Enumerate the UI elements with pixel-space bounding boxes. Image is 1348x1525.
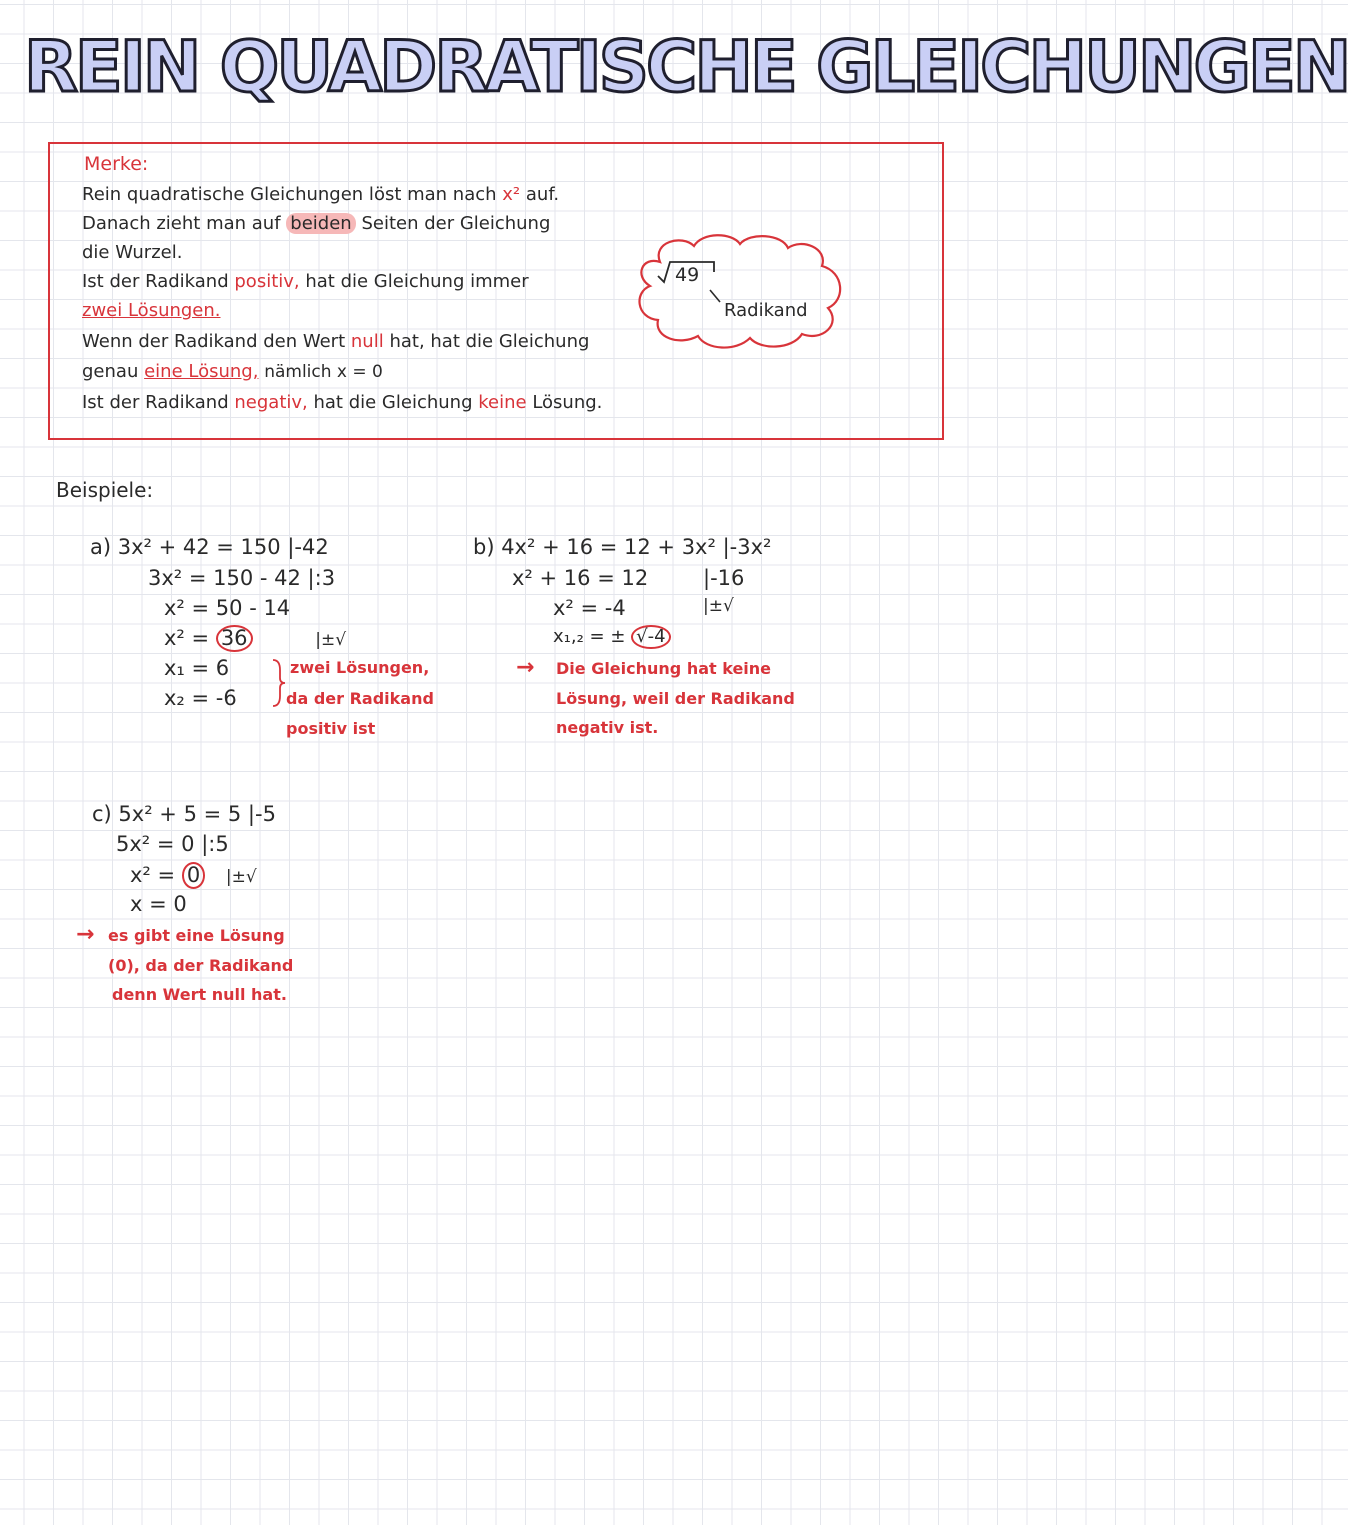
example-a-line-2: 3x² = 150 - 42 |:3	[148, 566, 336, 590]
example-a-note-2: da der Radikand	[286, 689, 434, 708]
example-a-line-6: x₂ = -6	[164, 686, 237, 710]
merke-line-5: zwei Lösungen.	[82, 300, 221, 321]
cloud-outline	[640, 235, 841, 347]
example-a-line-3: x² = 50 - 14	[164, 596, 291, 620]
example-c-line-3-op: |±√	[225, 867, 257, 887]
merke-line-6	[82, 331, 589, 352]
example-b-arrow: →	[516, 655, 535, 680]
example-b-line-2-op: |-16	[703, 566, 745, 590]
example-b-line-2: x² + 16 = 12	[512, 566, 649, 590]
merke-line-1-a: Rein quadratische Gleichungen löst man nach	[82, 184, 497, 205]
merke-line-2-highlight: beiden	[286, 213, 355, 234]
example-c-line-3-lhs: x² =	[130, 863, 176, 887]
merke-line-3: die Wurzel.	[82, 242, 183, 263]
merke-line-7-b: nämlich x = 0	[264, 362, 383, 382]
example-b-line-1: b) 4x² + 16 = 12 + 3x² |-3x²	[473, 535, 772, 559]
merke-line-8-red-1: negativ,	[234, 392, 308, 413]
example-c-line-2: 5x² = 0 |:5	[116, 832, 229, 856]
example-b-radicand-circled: √-4	[631, 625, 670, 649]
example-c-line-3	[130, 862, 257, 889]
example-a-line-4	[164, 625, 346, 652]
merke-line-4	[82, 271, 529, 292]
merke-line-8-red-2: keine	[478, 392, 527, 413]
example-c-note-3: denn Wert null hat.	[112, 985, 287, 1004]
merke-line-6-b: hat, hat die Gleichung	[389, 331, 590, 352]
merke-line-8-b: hat die Gleichung	[313, 392, 473, 413]
example-b-note-3: negativ ist.	[556, 718, 659, 737]
radicand-pointer	[710, 290, 720, 302]
example-b-note-2: Lösung, weil der Radikand	[556, 689, 795, 708]
example-a-line-4-lhs: x² =	[164, 626, 210, 650]
example-c-arrow: →	[76, 922, 95, 947]
merke-line-8-c: Lösung.	[532, 392, 603, 413]
example-b-line-3-op: |±√	[703, 596, 734, 616]
example-b-line-4-lhs: x₁,₂ = ±	[553, 626, 626, 647]
example-b-note-1: Die Gleichung hat keine	[556, 659, 772, 678]
example-a-note-1: zwei Lösungen,	[290, 658, 430, 677]
example-c-radicand-circled: 0	[182, 862, 205, 889]
merke-line-6-red: null	[350, 331, 384, 352]
example-c-note-2: (0), da der Radikand	[108, 956, 294, 975]
example-c-note-1: es gibt eine Lösung	[108, 926, 285, 945]
merke-line-2-a: Danach zieht man auf	[82, 213, 281, 234]
example-a-line-1: a) 3x² + 42 = 150 |-42	[90, 535, 329, 559]
merke-line-8	[82, 392, 602, 413]
merke-line-4-b: hat die Gleichung immer	[305, 271, 529, 292]
example-a-brace	[270, 658, 286, 708]
merke-line-4-a: Ist der Radikand	[82, 271, 229, 292]
merke-line-7-a: genau	[82, 361, 139, 382]
merke-line-4-red: positiv,	[234, 271, 300, 292]
example-a-line-4-op: |±√	[315, 630, 347, 650]
cloud-sqrt-value: 49	[675, 264, 700, 286]
example-c-line-4: x = 0	[130, 892, 187, 916]
example-a-radicand-circled: 36	[216, 625, 253, 652]
example-b-line-4	[553, 625, 671, 649]
merke-line-7	[82, 361, 383, 382]
merke-line-1-x: x²	[502, 184, 521, 205]
merke-line-2	[82, 213, 550, 234]
merke-heading: Merke:	[84, 153, 149, 175]
merke-line-7-red: eine Lösung,	[144, 361, 259, 382]
example-a-note-3: positiv ist	[286, 719, 376, 738]
merke-line-8-a: Ist der Radikand	[82, 392, 229, 413]
example-a-line-5: x₁ = 6	[164, 656, 230, 680]
merke-line-6-a: Wenn der Radikand den Wert	[82, 331, 346, 352]
radicand-cloud	[632, 232, 848, 350]
example-c-line-1: c) 5x² + 5 = 5 |-5	[92, 802, 276, 826]
merke-line-1	[82, 184, 559, 205]
page-title: REIN QUADRATISCHE GLEICHUNGEN	[24, 26, 1348, 108]
cloud-label: Radikand	[724, 300, 808, 321]
examples-heading: Beispiele:	[56, 478, 154, 502]
merke-line-1-b: auf.	[525, 184, 560, 205]
merke-line-2-b: Seiten der Gleichung	[361, 213, 551, 234]
example-b-line-3: x² = -4	[553, 596, 626, 620]
